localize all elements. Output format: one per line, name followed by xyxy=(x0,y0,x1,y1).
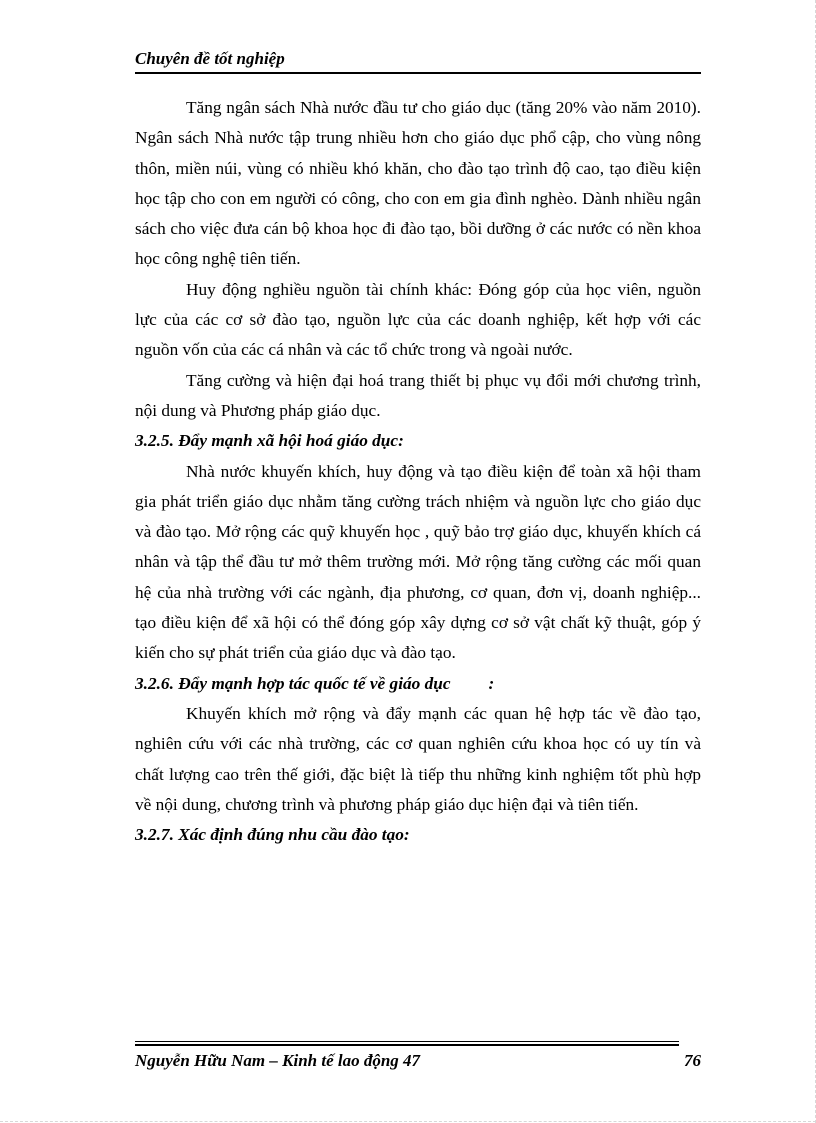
section-heading-3-2-5: 3.2.5. Đẩy mạnh xã hội hoá giáo dục: xyxy=(135,431,404,451)
page-bottom-edge xyxy=(0,1121,816,1122)
paragraph-international-cooperation: Khuyến khích mở rộng và đẩy mạnh các quan hệ hợp tác về đào tạo, nghiên cứu với các nhà trường, các cơ quan nghiên cứu khoa học có uy tín và chất lượng cao trên thế giới, đặc biệt là tiếp thu những kinh nghiệm tốt phù hợp về nội dung, chương trình và phương pháp giáo dục hiện đại và tiên tiến. xyxy=(135,703,701,814)
section-heading-3-2-7: 3.2.7. Xác định đúng nhu cầu đào tạo: xyxy=(135,825,410,845)
footer-rule-thin xyxy=(135,1041,679,1042)
page-footer xyxy=(135,1041,701,1072)
paragraph-equipment: Tăng cường và hiện đại hoá trang thiết bị phục vụ đổi mới chương trình, nội dung và Phương pháp giáo dục. xyxy=(135,370,701,420)
paragraph-socialization: Nhà nước khuyến khích, huy động và tạo điều kiện để toàn xã hội tham gia phát triển giáo dục nhằm tăng cường trách nhiệm và nguồn lực cho giáo dục và đào tạo. Mở rộng các quỹ khuyến học , quỹ bảo trợ giáo dục, khuyến khích cá nhân và tập thể đầu tư mở thêm trường mới. Mở rộng tăng cường các mối quan hệ của nhà trường với các ngành, địa phương, cơ quan, đơn vị, doanh nghiệp... tạo điều kiện để xã hội có thể đóng góp xây dựng cơ sở vật chất kỹ thuật, góp ý kiến cho sự phát triển của giáo dục và đào tạo. xyxy=(135,461,701,663)
footer-rule-thick xyxy=(135,1044,679,1046)
footer-row xyxy=(135,1050,701,1072)
paragraph-finance-sources: Huy động nghiều nguồn tài chính khác: Đóng góp của học viên, nguồn lực của các cơ sở đào tạo, nguồn lực của các doanh nghiệp, kết hợp với các nguồn vốn của các cá nhân và các tổ chức trong và ngoài nước. xyxy=(135,279,701,360)
document-body xyxy=(135,93,701,850)
document-title: Chuyên đề tốt nghiệp xyxy=(135,49,285,68)
section-heading-3-2-6-colon: : xyxy=(488,673,495,693)
footer-author: Nguyễn Hữu Nam – Kinh tế lao động 47 xyxy=(135,1051,421,1070)
section-heading-3-2-6-text: 3.2.6. Đẩy mạnh hợp tác quốc tế về giáo dục xyxy=(135,673,451,693)
page-number: 76 xyxy=(684,1051,701,1070)
paragraph-budget: Tăng ngân sách Nhà nước đầu tư cho giáo dục (tăng 20% vào năm 2010). Ngân sách Nhà nước tập trung nhiều hơn cho giáo dục phổ cập, cho vùng nông thôn, miền núi, vùng có nhiều khó khăn, cho đào tạo trình độ cao, tạo điều kiện học tập cho con em người có công, cho con em gia đình nghèo. Dành nhiều ngân sách cho việc đưa cán bộ khoa học đi đào tạo, bồi dưỡng ở các nước có nền khoa học công nghệ tiên tiến. xyxy=(135,98,701,269)
page-header xyxy=(135,48,701,74)
section-heading-3-2-6 xyxy=(135,669,701,699)
